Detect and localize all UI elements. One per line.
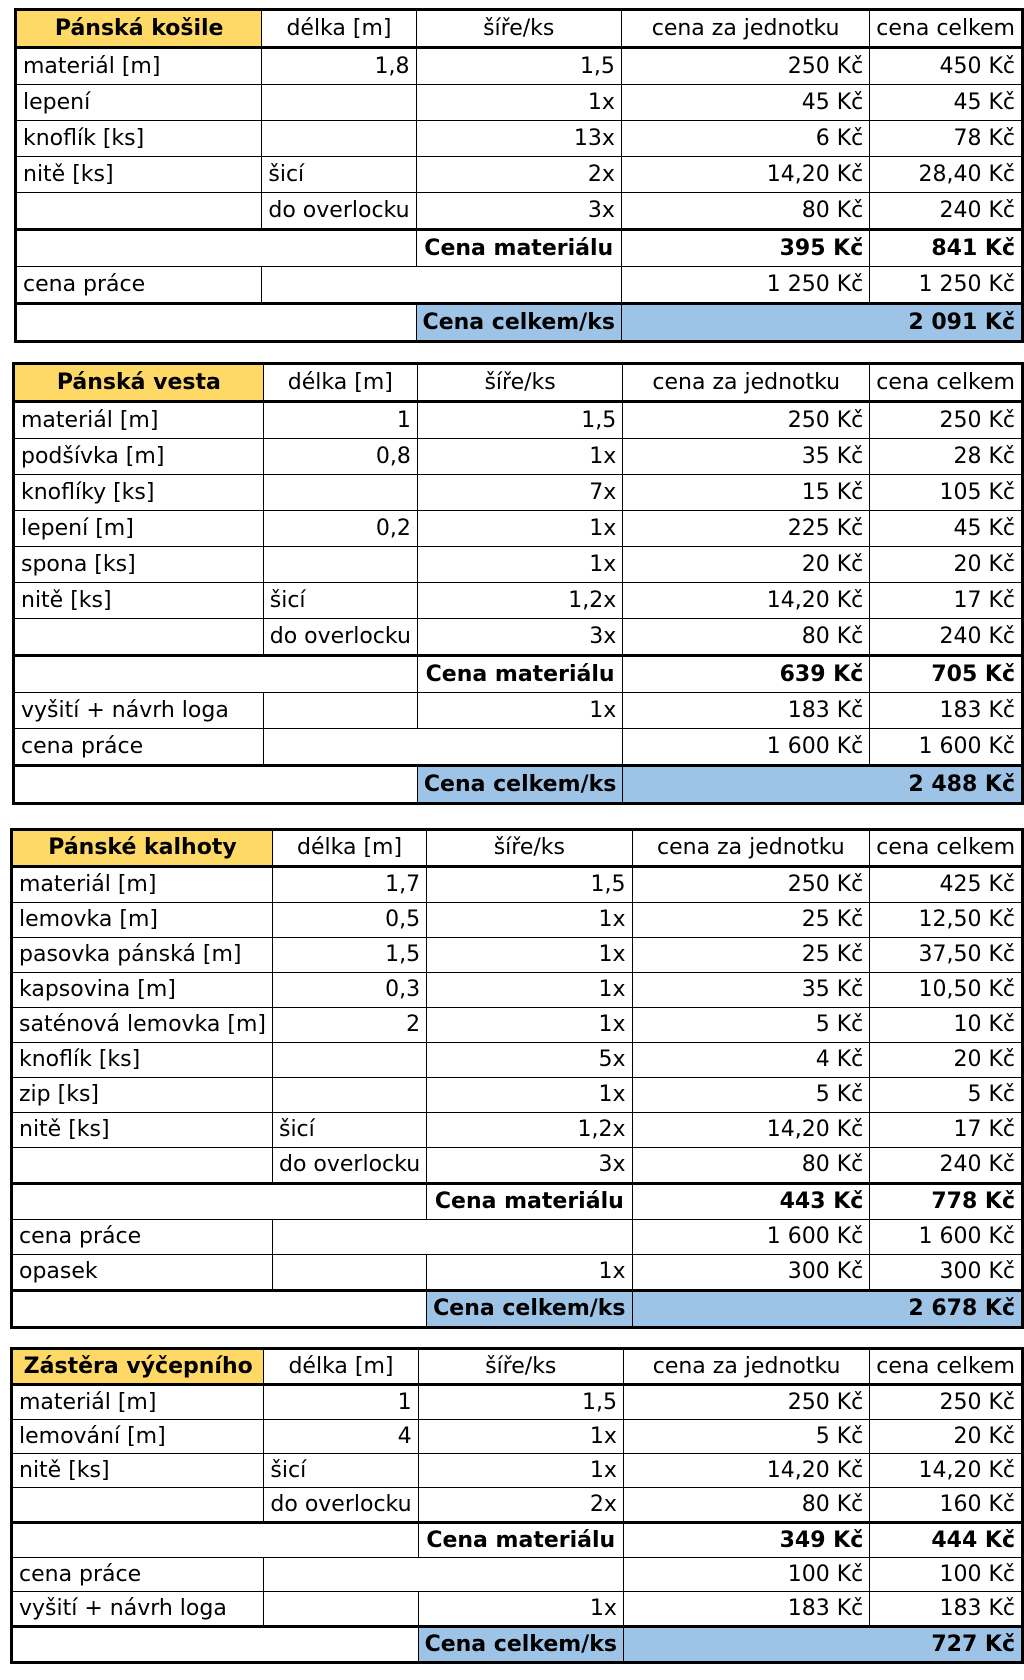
- grand-total-row: [16, 304, 1023, 342]
- item-total-price: 240 Kč: [870, 193, 1023, 230]
- item-unit-price: 4 Kč: [632, 1043, 870, 1078]
- item-total-price: 105 Kč: [870, 475, 1023, 511]
- empty-cell: [264, 1558, 624, 1592]
- item-total-price: 37,50 Kč: [870, 938, 1023, 973]
- item-variant: do overlocku: [272, 1148, 426, 1184]
- item-width-count: 3x: [416, 193, 621, 230]
- item-unit-price: 14,20 Kč: [621, 157, 869, 193]
- column-header-sire: šíře/ks: [417, 364, 622, 402]
- item-variant: šicí: [264, 1454, 418, 1488]
- item-name: saténová lemovka [m]: [12, 1008, 273, 1043]
- item-length: 0,2: [263, 511, 417, 547]
- item-unit-price: 6 Kč: [621, 121, 869, 157]
- item-length: 0,3: [272, 973, 426, 1008]
- extra-unit-price: 1 600 Kč: [623, 729, 870, 766]
- item-name: lemovka [m]: [12, 903, 273, 938]
- item-total-price: 14,20 Kč: [870, 1454, 1023, 1488]
- column-header-cena-celkem: cena celkem: [870, 364, 1023, 402]
- table-row: [14, 439, 1023, 475]
- table-row: [12, 1148, 1023, 1184]
- empty-cell: [14, 656, 418, 693]
- grand-total-row: [14, 766, 1023, 804]
- material-total-label: Cena materiálu: [427, 1184, 632, 1220]
- item-width-count: 1x: [418, 1420, 623, 1454]
- empty-cell: [264, 1592, 418, 1627]
- item-name: nitě [ks]: [12, 1113, 273, 1148]
- item-name: kapsovina [m]: [12, 973, 273, 1008]
- extra-unit-price: 183 Kč: [623, 693, 870, 729]
- item-total-price: 240 Kč: [870, 1148, 1023, 1184]
- table-row: [12, 1420, 1023, 1454]
- item-unit-price: 250 Kč: [623, 1385, 869, 1420]
- item-length: [263, 547, 417, 583]
- item-width-count: 1x: [427, 973, 632, 1008]
- item-width-count: 2x: [418, 1488, 623, 1523]
- grand-total-label: Cena celkem/ks: [427, 1291, 632, 1328]
- item-name: knoflík [ks]: [16, 121, 262, 157]
- item-name: lepení: [16, 85, 262, 121]
- item-unit-price: 250 Kč: [621, 48, 869, 85]
- item-name: [16, 193, 262, 230]
- extra-name: cena práce: [14, 729, 264, 766]
- item-length: [262, 121, 416, 157]
- item-total-price: 28,40 Kč: [870, 157, 1023, 193]
- extra-total-price: 1 250 Kč: [870, 267, 1023, 304]
- item-total-price: 78 Kč: [870, 121, 1023, 157]
- empty-cell: [272, 1220, 632, 1255]
- empty-cell: [12, 1184, 427, 1220]
- extra-row: [14, 693, 1023, 729]
- item-unit-price: 80 Kč: [621, 193, 869, 230]
- item-unit-price: 5 Kč: [632, 1008, 870, 1043]
- empty-cell: [272, 1255, 426, 1291]
- grand-total-value: 2 091 Kč: [621, 304, 1022, 342]
- table-title: Zástěra výčepního: [12, 1349, 264, 1385]
- table-row: [14, 511, 1023, 547]
- table-row: [12, 973, 1023, 1008]
- table-row: [14, 583, 1023, 619]
- item-width-count: 1,5: [417, 402, 622, 439]
- item-name: materiál [m]: [12, 1385, 264, 1420]
- table-row: [16, 121, 1023, 157]
- grand-total-row: [12, 1291, 1023, 1328]
- item-width-count: 2x: [416, 157, 621, 193]
- table-row: [14, 475, 1023, 511]
- item-unit-price: 14,20 Kč: [623, 1454, 869, 1488]
- item-variant: do overlocku: [262, 193, 416, 230]
- material-unit-sum: 395 Kč: [621, 230, 869, 267]
- item-variant: do overlocku: [264, 1488, 418, 1523]
- item-name: nitě [ks]: [14, 583, 264, 619]
- table-header-row: [12, 1349, 1023, 1385]
- extra-total-price: 1 600 Kč: [870, 1220, 1023, 1255]
- item-width-count: 7x: [417, 475, 622, 511]
- material-total-row: [12, 1184, 1023, 1220]
- item-variant: šicí: [263, 583, 417, 619]
- item-length: [262, 85, 416, 121]
- grand-total-label: Cena celkem/ks: [416, 304, 621, 342]
- grand-total-value: 2 678 Kč: [632, 1291, 1022, 1328]
- item-total-price: 45 Kč: [870, 85, 1023, 121]
- grand-total-value: 727 Kč: [623, 1627, 1022, 1663]
- table-title: Pánská košile: [16, 10, 262, 48]
- item-name: materiál [m]: [14, 402, 264, 439]
- item-total-price: 5 Kč: [870, 1078, 1023, 1113]
- item-unit-price: 25 Kč: [632, 903, 870, 938]
- item-unit-price: 35 Kč: [623, 439, 870, 475]
- item-unit-price: 80 Kč: [623, 1488, 869, 1523]
- item-variant: šicí: [262, 157, 416, 193]
- extra-row: [14, 729, 1023, 766]
- table-row: [16, 85, 1023, 121]
- table-row: [16, 193, 1023, 230]
- empty-cell: [262, 267, 622, 304]
- item-total-price: 10 Kč: [870, 1008, 1023, 1043]
- extra-row: [12, 1592, 1023, 1627]
- item-length: 1,8: [262, 48, 416, 85]
- table-row: [14, 619, 1023, 656]
- extra-name: opasek: [12, 1255, 273, 1291]
- item-name: [14, 619, 264, 656]
- item-width-count: 5x: [427, 1043, 632, 1078]
- table-row: [12, 1488, 1023, 1523]
- table-header-row: [16, 10, 1023, 48]
- table-row: [12, 1008, 1023, 1043]
- material-total-row: [14, 656, 1023, 693]
- item-unit-price: 5 Kč: [632, 1078, 870, 1113]
- table-row: [12, 1078, 1023, 1113]
- item-width-count: 1,2x: [427, 1113, 632, 1148]
- column-header-cena-celkem: cena celkem: [870, 10, 1023, 48]
- item-width-count: 1,5: [427, 867, 632, 903]
- extra-count: 1x: [418, 1592, 623, 1627]
- item-total-price: 450 Kč: [870, 48, 1023, 85]
- cost-table: [10, 828, 1024, 1329]
- item-width-count: 1x: [427, 938, 632, 973]
- item-width-count: 1x: [417, 439, 622, 475]
- item-unit-price: 5 Kč: [623, 1420, 869, 1454]
- item-width-count: 1,5: [418, 1385, 623, 1420]
- column-header-cena-za-jednotku: cena za jednotku: [632, 830, 870, 867]
- item-width-count: 1x: [418, 1454, 623, 1488]
- item-total-price: 250 Kč: [870, 402, 1023, 439]
- extra-row: [16, 267, 1023, 304]
- item-unit-price: 250 Kč: [623, 402, 870, 439]
- item-width-count: 1x: [417, 547, 622, 583]
- table-row: [12, 867, 1023, 903]
- item-total-price: 425 Kč: [870, 867, 1023, 903]
- extra-unit-price: 300 Kč: [632, 1255, 870, 1291]
- item-length: 0,5: [272, 903, 426, 938]
- material-total-sum: 841 Kč: [870, 230, 1023, 267]
- table-header-row: [12, 830, 1023, 867]
- item-width-count: 1x: [416, 85, 621, 121]
- item-name: podšívka [m]: [14, 439, 264, 475]
- table-title: Pánské kalhoty: [12, 830, 273, 867]
- item-name: [12, 1488, 264, 1523]
- grand-total-label: Cena celkem/ks: [417, 766, 622, 804]
- extra-total-price: 1 600 Kč: [870, 729, 1023, 766]
- material-total-sum: 444 Kč: [870, 1523, 1023, 1558]
- item-variant: šicí: [272, 1113, 426, 1148]
- table-header-row: [14, 364, 1023, 402]
- column-header-cena-za-jednotku: cena za jednotku: [621, 10, 869, 48]
- item-total-price: 17 Kč: [870, 583, 1023, 619]
- table-row: [12, 938, 1023, 973]
- table-row: [16, 157, 1023, 193]
- item-name: nitě [ks]: [16, 157, 262, 193]
- item-unit-price: 250 Kč: [632, 867, 870, 903]
- table-row: [12, 903, 1023, 938]
- item-length: [263, 475, 417, 511]
- extra-total-price: 183 Kč: [870, 693, 1023, 729]
- extra-count: 1x: [427, 1255, 632, 1291]
- item-length: 4: [264, 1420, 418, 1454]
- item-width-count: 3x: [417, 619, 622, 656]
- item-name: materiál [m]: [16, 48, 262, 85]
- item-name: lemování [m]: [12, 1420, 264, 1454]
- material-total-label: Cena materiálu: [417, 656, 622, 693]
- extra-unit-price: 1 600 Kč: [632, 1220, 870, 1255]
- item-length: 0,8: [263, 439, 417, 475]
- item-width-count: 1x: [427, 1078, 632, 1113]
- column-header-cena-za-jednotku: cena za jednotku: [623, 364, 870, 402]
- table-row: [14, 402, 1023, 439]
- table-row: [12, 1454, 1023, 1488]
- item-unit-price: 35 Kč: [632, 973, 870, 1008]
- empty-cell: [263, 693, 417, 729]
- item-total-price: 20 Kč: [870, 547, 1023, 583]
- item-total-price: 28 Kč: [870, 439, 1023, 475]
- column-header-cena-celkem: cena celkem: [870, 1349, 1023, 1385]
- item-name: nitě [ks]: [12, 1454, 264, 1488]
- item-total-price: 160 Kč: [870, 1488, 1023, 1523]
- item-unit-price: 80 Kč: [632, 1148, 870, 1184]
- material-total-sum: 705 Kč: [870, 656, 1023, 693]
- item-unit-price: 80 Kč: [623, 619, 870, 656]
- item-total-price: 240 Kč: [870, 619, 1023, 656]
- item-width-count: 1,5: [416, 48, 621, 85]
- cost-table: [10, 1347, 1024, 1664]
- column-header-delka: délka [m]: [272, 830, 426, 867]
- material-unit-sum: 639 Kč: [623, 656, 870, 693]
- empty-cell: [16, 230, 417, 267]
- item-width-count: 1x: [427, 1008, 632, 1043]
- cost-table: [14, 8, 1024, 343]
- table-row: [16, 48, 1023, 85]
- item-name: knoflíky [ks]: [14, 475, 264, 511]
- extra-name: cena práce: [12, 1558, 264, 1592]
- item-length: 1: [264, 1385, 418, 1420]
- column-header-sire: šíře/ks: [416, 10, 621, 48]
- extra-total-price: 183 Kč: [870, 1592, 1023, 1627]
- item-width-count: 3x: [427, 1148, 632, 1184]
- extra-count: 1x: [417, 693, 622, 729]
- item-unit-price: 14,20 Kč: [632, 1113, 870, 1148]
- extra-name: cena práce: [12, 1220, 273, 1255]
- grand-total-value: 2 488 Kč: [623, 766, 1023, 804]
- empty-cell: [263, 729, 623, 766]
- table-title: Pánská vesta: [14, 364, 264, 402]
- item-width-count: 1x: [417, 511, 622, 547]
- item-length: [272, 1043, 426, 1078]
- item-total-price: 250 Kč: [870, 1385, 1023, 1420]
- item-total-price: 20 Kč: [870, 1420, 1023, 1454]
- item-total-price: 45 Kč: [870, 511, 1023, 547]
- column-header-cena-za-jednotku: cena za jednotku: [623, 1349, 869, 1385]
- item-name: materiál [m]: [12, 867, 273, 903]
- item-width-count: 13x: [416, 121, 621, 157]
- item-unit-price: 14,20 Kč: [623, 583, 870, 619]
- item-total-price: 17 Kč: [870, 1113, 1023, 1148]
- column-header-sire: šíře/ks: [418, 1349, 623, 1385]
- item-unit-price: 25 Kč: [632, 938, 870, 973]
- material-unit-sum: 443 Kč: [632, 1184, 870, 1220]
- item-unit-price: 225 Kč: [623, 511, 870, 547]
- empty-cell: [16, 304, 417, 342]
- extra-row: [12, 1558, 1023, 1592]
- extra-total-price: 300 Kč: [870, 1255, 1023, 1291]
- item-name: [12, 1148, 273, 1184]
- table-row: [12, 1385, 1023, 1420]
- extra-row: [12, 1255, 1023, 1291]
- item-name: lepení [m]: [14, 511, 264, 547]
- extra-unit-price: 1 250 Kč: [621, 267, 869, 304]
- material-total-row: [12, 1523, 1023, 1558]
- extra-total-price: 100 Kč: [870, 1558, 1023, 1592]
- extra-row: [12, 1220, 1023, 1255]
- grand-total-label: Cena celkem/ks: [418, 1627, 623, 1663]
- material-total-label: Cena materiálu: [416, 230, 621, 267]
- item-name: zip [ks]: [12, 1078, 273, 1113]
- empty-cell: [12, 1291, 427, 1328]
- item-total-price: 20 Kč: [870, 1043, 1023, 1078]
- item-width-count: 1x: [427, 903, 632, 938]
- extra-unit-price: 183 Kč: [623, 1592, 869, 1627]
- extra-name: vyšití + návrh loga: [14, 693, 264, 729]
- material-total-row: [16, 230, 1023, 267]
- item-name: knoflík [ks]: [12, 1043, 273, 1078]
- grand-total-row: [12, 1627, 1023, 1663]
- material-total-sum: 778 Kč: [870, 1184, 1023, 1220]
- table-row: [12, 1113, 1023, 1148]
- column-header-sire: šíře/ks: [427, 830, 632, 867]
- cost-table: [12, 362, 1024, 805]
- material-total-label: Cena materiálu: [418, 1523, 623, 1558]
- extra-name: vyšití + návrh loga: [12, 1592, 264, 1627]
- item-length: 2: [272, 1008, 426, 1043]
- item-total-price: 10,50 Kč: [870, 973, 1023, 1008]
- empty-cell: [12, 1523, 419, 1558]
- table-row: [14, 547, 1023, 583]
- item-total-price: 12,50 Kč: [870, 903, 1023, 938]
- item-length: 1,5: [272, 938, 426, 973]
- item-name: pasovka pánská [m]: [12, 938, 273, 973]
- item-unit-price: 45 Kč: [621, 85, 869, 121]
- item-name: spona [ks]: [14, 547, 264, 583]
- item-width-count: 1,2x: [417, 583, 622, 619]
- item-unit-price: 20 Kč: [623, 547, 870, 583]
- column-header-cena-celkem: cena celkem: [870, 830, 1023, 867]
- empty-cell: [12, 1627, 419, 1663]
- item-length: 1: [263, 402, 417, 439]
- extra-name: cena práce: [16, 267, 262, 304]
- column-header-delka: délka [m]: [264, 1349, 418, 1385]
- item-length: [272, 1078, 426, 1113]
- extra-unit-price: 100 Kč: [623, 1558, 869, 1592]
- column-header-delka: délka [m]: [262, 10, 416, 48]
- table-row: [12, 1043, 1023, 1078]
- item-length: 1,7: [272, 867, 426, 903]
- item-variant: do overlocku: [263, 619, 417, 656]
- column-header-delka: délka [m]: [263, 364, 417, 402]
- empty-cell: [14, 766, 418, 804]
- material-unit-sum: 349 Kč: [623, 1523, 869, 1558]
- item-unit-price: 15 Kč: [623, 475, 870, 511]
